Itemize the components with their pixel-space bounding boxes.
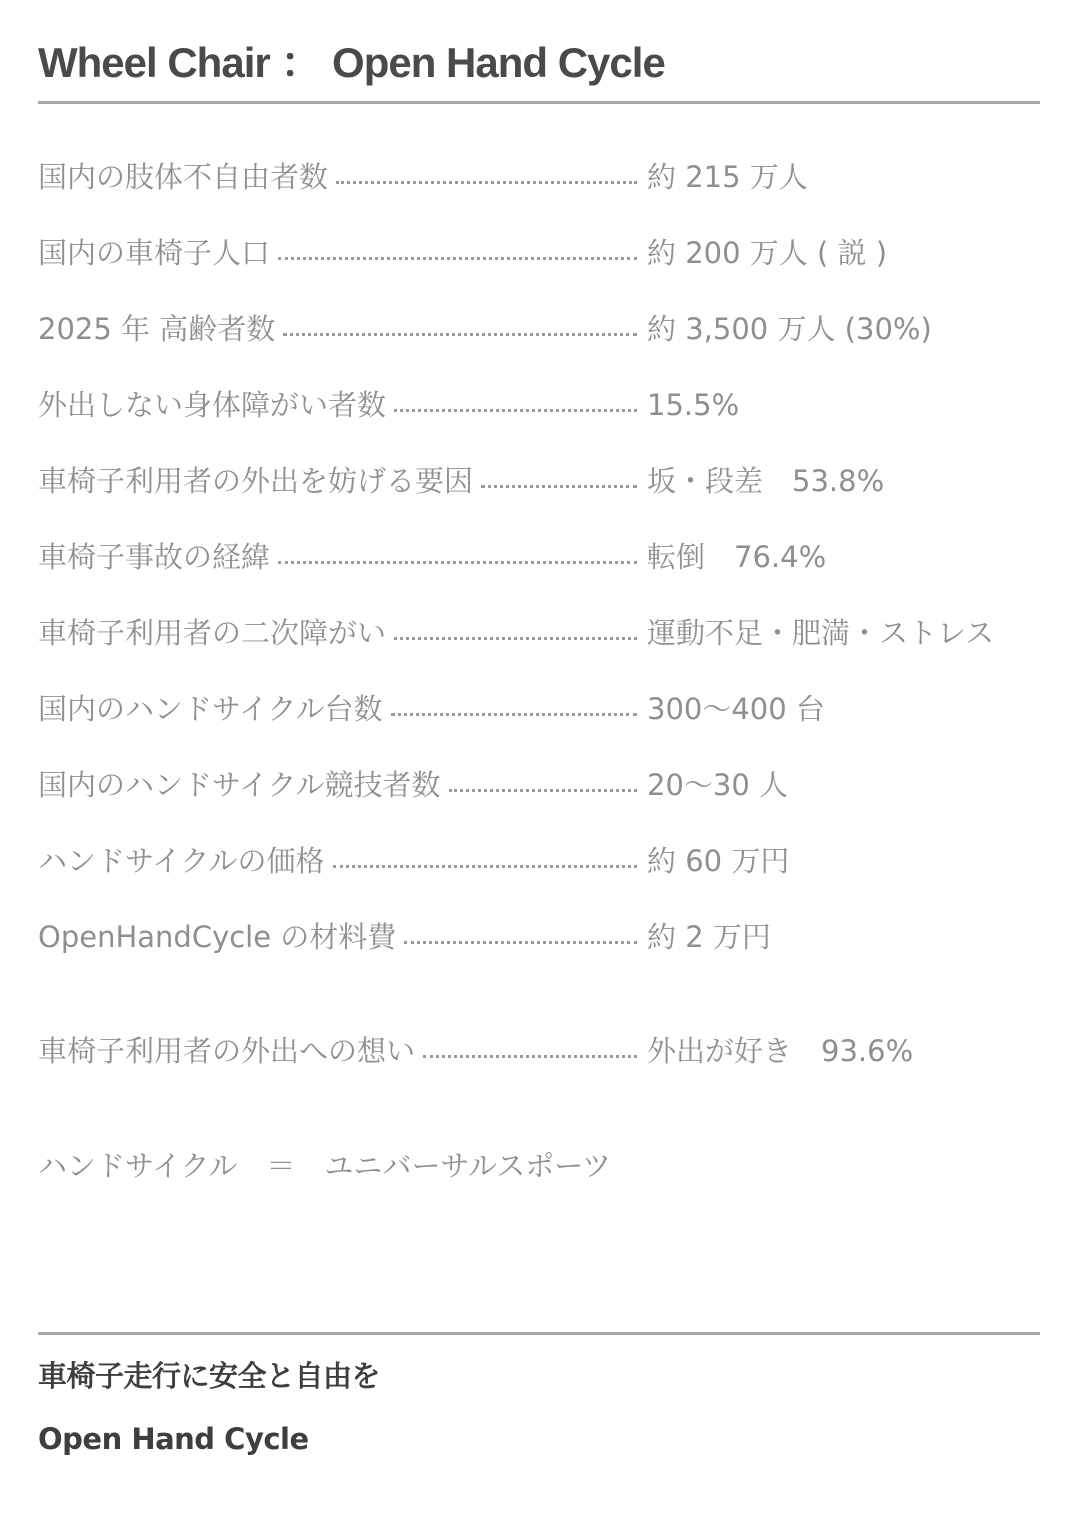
dotted-leader [278,561,637,564]
stat-label: 国内の車椅子人口 [38,236,271,270]
stat-value: 約 3,500 万人 (30%) [647,312,932,346]
stat-label: 車椅子利用者の外出への想い [38,1034,416,1068]
dotted-leader [283,333,637,336]
stat-label: 車椅子利用者の外出を妨げる要因 [38,464,474,498]
stat-label: 車椅子事故の経緯 [38,540,271,574]
stat-value: 転倒 76.4% [647,540,827,574]
dotted-leader [423,1055,637,1058]
stat-value: 20〜30 人 [647,768,789,802]
stat-label: 車椅子利用者の二次障がい [38,616,387,650]
header-divider [38,101,1040,104]
stat-value: 300〜400 台 [647,692,825,726]
footer-tagline: 車椅子走行に安全と自由を [38,1359,381,1393]
dotted-leader [333,865,637,868]
stat-label: 外出しない身体障がい者数 [38,388,387,422]
stat-value: 運動不足・肥満・ストレス [647,616,995,650]
dotted-leader [278,257,637,260]
stat-value: 坂・段差 53.8% [647,464,885,498]
footer-brand: Open Hand Cycle [38,1422,309,1456]
stat-label: 国内の肢体不自由者数 [38,160,329,194]
stat-label: 2025 年 高齢者数 [38,312,276,346]
dotted-leader [336,181,637,184]
stat-value: 約 215 万人 [647,160,808,194]
dotted-leader [449,789,637,792]
stat-label: OpenHandCycle の材料費 [38,920,397,954]
stat-label: 国内のハンドサイクル競技者数 [38,768,441,802]
footer-divider [38,1332,1040,1335]
dotted-leader [394,637,637,640]
stat-value: 約 2 万円 [647,920,771,954]
stat-value: 15.5% [647,388,740,422]
slogan: ハンドサイクル ＝ ユニバーサルスポーツ [38,1149,612,1183]
stat-value: 約 60 万円 [647,844,790,878]
dotted-leader [394,409,637,412]
stat-label: 国内のハンドサイクル台数 [38,692,383,726]
dotted-leader [481,485,637,488]
stat-label: ハンドサイクルの価格 [38,844,325,878]
stat-value: 外出が好き 93.6% [647,1034,914,1068]
stat-value: 約 200 万人 ( 説 ) [647,236,888,270]
dotted-leader [404,941,637,944]
dotted-leader [391,713,637,716]
page-title: Wheel Chair ： Open Hand Cycle [38,39,665,86]
